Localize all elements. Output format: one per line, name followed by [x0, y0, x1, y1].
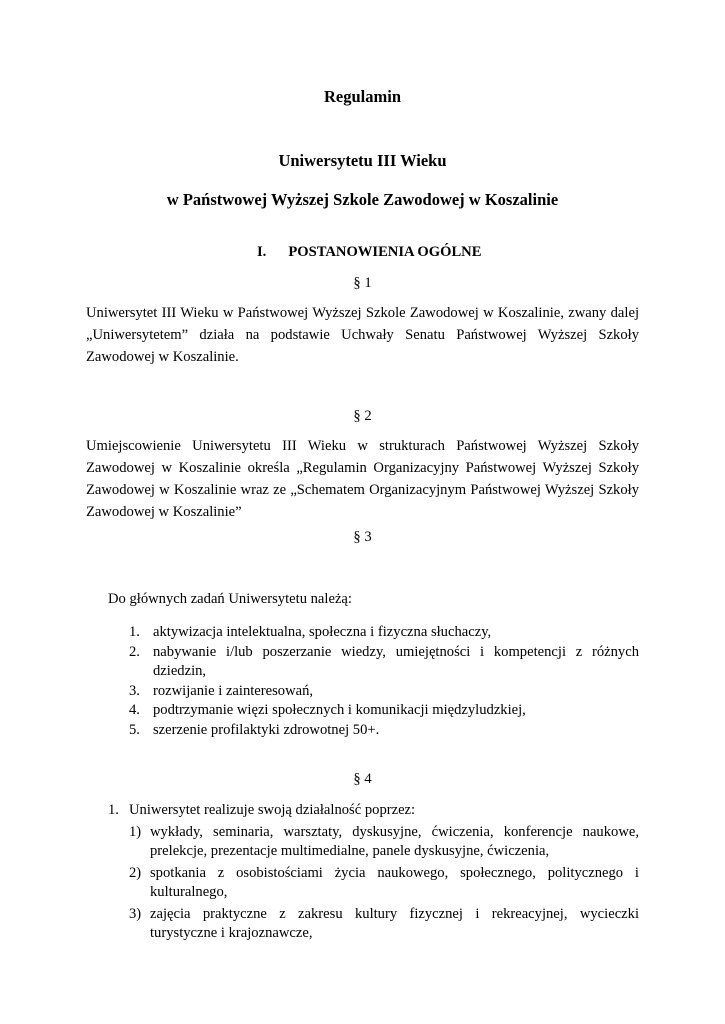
list-item	[129, 701, 639, 721]
list-item	[108, 801, 639, 821]
list-item	[129, 623, 639, 643]
document-subtitle-2: w Państwowej Wyższej Szkole Zawodowej w Koszalinie	[166, 190, 559, 209]
tasks-list	[129, 623, 639, 740]
sublist-item	[129, 864, 639, 903]
list-item-number: 1.	[108, 802, 119, 818]
list-item-text: szerzenie profilaktyki zdrowotnej 50+.	[153, 721, 380, 738]
sublist-item-text: zajęcia praktyczne z zakresu kultury fizycznej i rekreacyjnej, wycieczki turystyczne i krajoznawcze,	[150, 905, 639, 941]
list-item-text: Uniwersytet realizuje swoją działalność poprzez:	[129, 802, 416, 818]
list-item-text: aktywizacja intelektualna, społeczna i fizyczna słuchaczy,	[153, 624, 492, 640]
list-item	[129, 643, 639, 682]
sublist-item-text: spotkania z osobistościami życia naukowego, społecznego, politycznego i kulturalnego,	[150, 864, 639, 900]
paragraph-mark-3: § 3	[353, 529, 372, 545]
list-item-number: 1.	[129, 624, 140, 640]
paragraph-mark-2: § 2	[353, 408, 372, 424]
paragraph-1-text: Uniwersytet III Wieku w Państwowej Wyższej Szkole Zawodowej w Koszalinie, zwany dalej „Uniwersytetem” działa na podstawie Uchwały Senatu Państwowej Wyższej Szkoły Zawodowej w Koszalinie.	[86, 305, 639, 365]
section-title: POSTANOWIENIA OGÓLNE	[288, 244, 482, 260]
activities-sublist	[108, 823, 639, 944]
paragraph-3-intro: Do głównych zadań Uniwersytetu należą:	[108, 591, 352, 607]
list-item-number: 4.	[129, 702, 140, 718]
section-number: I.	[257, 244, 267, 260]
list-item-text: rozwijanie i zainteresowań,	[153, 682, 314, 699]
sublist-item	[129, 905, 639, 944]
list-item-text: nabywanie i/lub poszerzanie wiedzy, umiejętności i kompetencji z różnych dziedzin,	[153, 643, 639, 679]
document-subtitle-1: Uniwersytetu III Wieku	[278, 151, 447, 170]
list-item-text: podtrzymanie więzi społecznych i komunikacji międzyludzkiej,	[153, 702, 526, 718]
list-item-number: 3.	[129, 682, 140, 699]
list-item-number: 5.	[129, 721, 140, 738]
sublist-item-number: 1)	[129, 823, 142, 840]
sublist-item-number: 2)	[129, 864, 142, 881]
document-title: Regulamin	[323, 87, 401, 106]
paragraph-2-text: Umiejscowienie Uniwersytetu III Wieku w strukturach Państwowej Wyższej Szkoły Zawodowej w Koszalinie określa „Regulamin Organizacyjny Państwowej Wyższej Szkoły Zawodowej w Koszalinie wraz ze „Schematem Organizacyjnym Państwowej Wyższej Szkoły Zawodowej w Koszalinie”	[86, 438, 639, 520]
paragraph-mark-4: § 4	[353, 771, 372, 787]
list-item-number: 2.	[129, 643, 140, 660]
list-item	[129, 721, 639, 741]
list-item	[129, 682, 639, 702]
sublist-item-number: 3)	[129, 905, 142, 922]
activities-list	[108, 801, 639, 944]
section-heading	[257, 244, 481, 261]
sublist-item-text: wykłady, seminaria, warsztaty, dyskusyjne, ćwiczenia, konferencje naukowe, prelekcje, prezentacje multimedialne, panele dyskusyjne, ćwiczenia,	[150, 823, 639, 859]
paragraph-mark-1: § 1	[353, 275, 372, 291]
sublist-item	[129, 823, 639, 862]
